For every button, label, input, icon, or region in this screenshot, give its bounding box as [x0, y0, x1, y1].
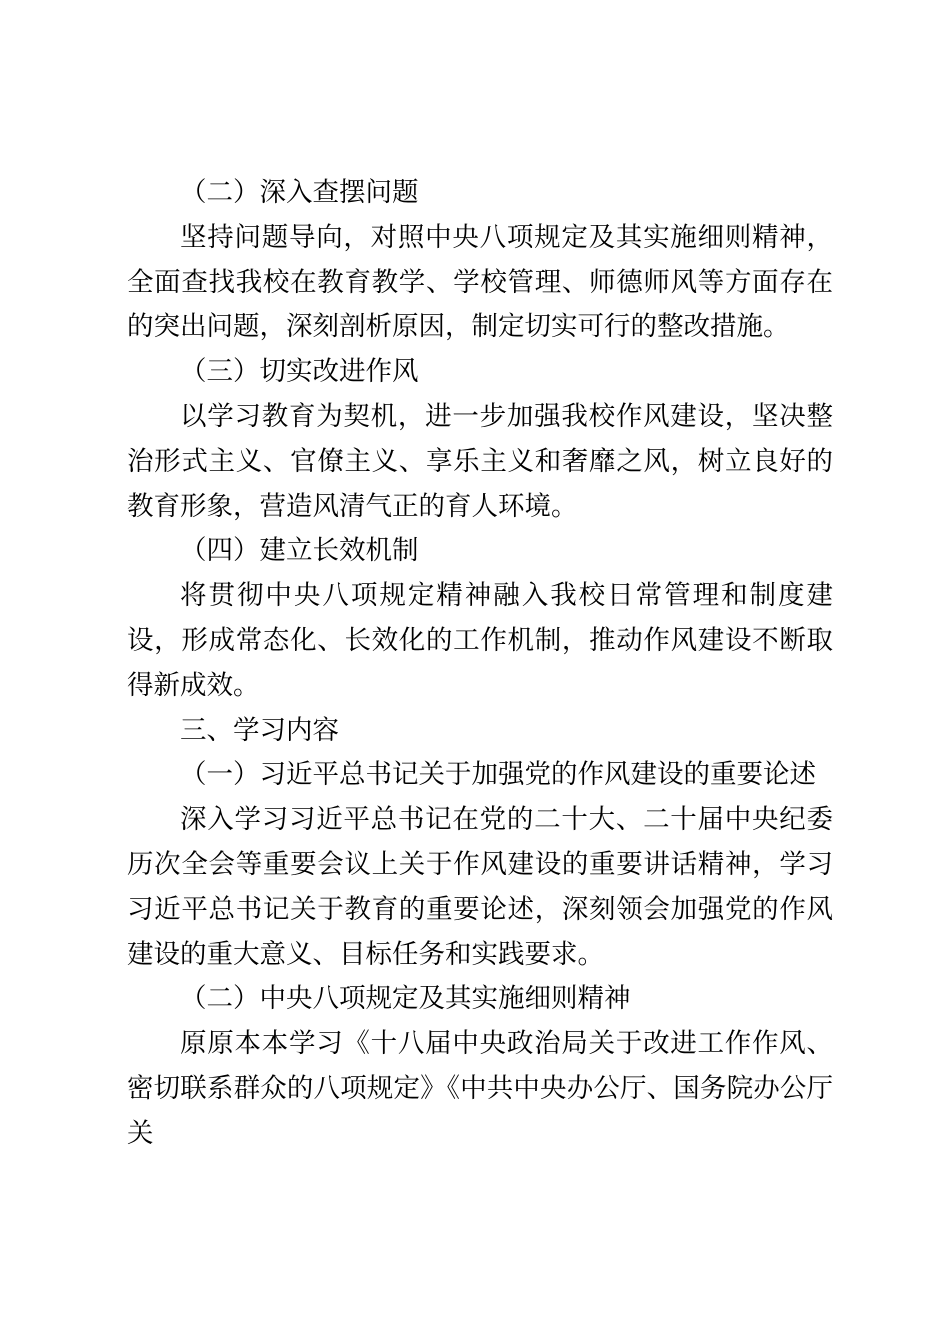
section-heading: （一）习近平总书记关于加强党的作风建设的重要论述	[180, 759, 816, 791]
chapter-heading: 三、学习内容	[180, 714, 339, 746]
body-paragraph: 以学习教育为契机，进一步加强我校作风建设，坚决整治形式主义、官僚主义、享乐主义和奢靡之风，树立良好的教育形象，营造风清气正的育人环境。	[127, 400, 833, 522]
section-heading: （四）建立长效机制	[180, 535, 419, 567]
body-paragraph: 将贯彻中央八项规定精神融入我校日常管理和制度建设，形成常态化、长效化的工作机制，推动作风建设不断取得新成效。	[127, 580, 833, 701]
body-paragraph: 深入学习习近平总书记在党的二十大、二十届中央纪委历次全会等重要会议上关于作风建设的重要讲话精神，学习习近平总书记关于教育的重要论述，深刻领会加强党的作风建设的重大意义、目标任务和实践要求。	[127, 804, 833, 970]
section-heading: （二）深入查摆问题	[180, 177, 419, 208]
body-paragraph: 坚持问题导向，对照中央八项规定及其实施细则精神，全面查找我校在教育教学、学校管理、师德师风等方面存在的突出问题，深刻剖析原因，制定切实可行的整改措施。	[127, 221, 833, 343]
body-paragraph: 原原本本学习《十八届中央政治局关于改进工作作风、密切联系群众的八项规定》《中共中央办公厅、国务院办公厅关	[127, 1028, 833, 1149]
document-page	[127, 171, 833, 1157]
section-heading: （二）中央八项规定及其实施细则精神	[180, 983, 631, 1015]
section-heading: （三）切实改进作风	[180, 356, 419, 388]
